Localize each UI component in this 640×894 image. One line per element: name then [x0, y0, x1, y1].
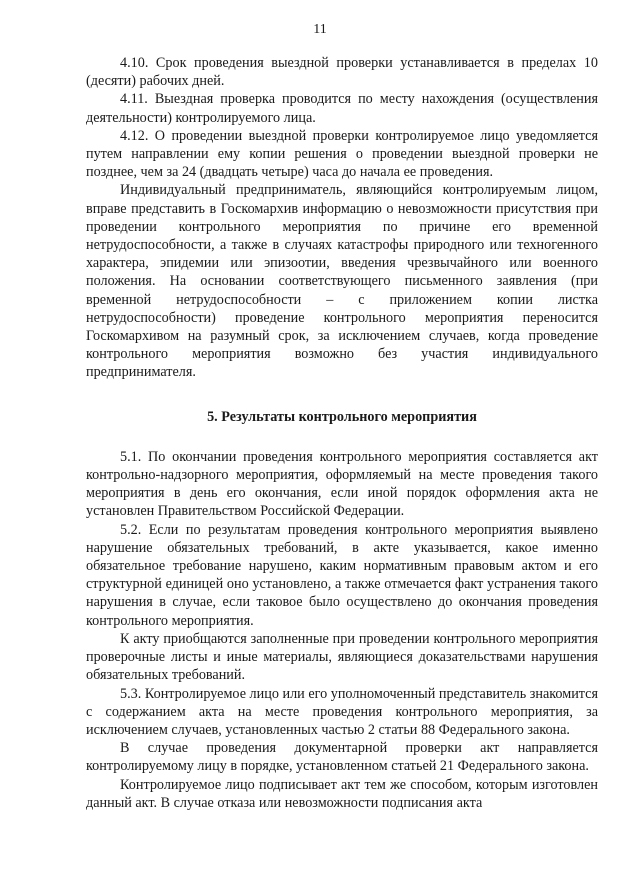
paragraph-5-2: 5.2. Если по результатам проведения контрольного мероприятия выявлено нарушение обязательных требований, в акте указывается, какое именно обязательное требование нарушено, каким нормативным правовым актом и его структурной единицей оно установлено, а также отмечается факт устранения такого нарушения в случае, если таковое было осуществлено до окончания проведения контрольного мероприятия. — [86, 521, 598, 629]
paragraph-5-1: 5.1. По окончании проведения контрольного мероприятия составляется акт контрольно-надзорного мероприятия, оформляемый на месте проведения такого мероприятия в день его окончания, если иной порядок оформления акта не установлен Правительством Российской Федерации. — [86, 448, 598, 520]
section-heading: 5. Результаты контрольного мероприятия — [207, 408, 477, 425]
paragraph-attachments: К акту приобщаются заполненные при проведении контрольного мероприятия проверочные листы и иные материалы, являющиеся доказательствами нарушения обязательных требований. — [86, 630, 598, 684]
page-number: 11 — [313, 22, 327, 37]
document-body — [86, 54, 598, 812]
paragraph-4-12: 4.12. О проведении выездной проверки контролируемое лицо уведомляется путем направлении ему копии решения о проведении выездной проверки не позднее, чем за 24 (двадцать четыре) часа до начала ее проведения. — [86, 127, 598, 181]
paragraph-4-10: 4.10. Срок проведения выездной проверки устанавливается в пределах 10 (десяти) рабочих дней. — [86, 55, 598, 90]
paragraph-signing: Контролируемое лицо подписывает акт тем же способом, которым изготовлен данный акт. В случае отказа или невозможности подписания акта — [86, 776, 598, 811]
paragraph-entrepreneur-absence: Индивидуальный предприниматель, являющийся контролируемым лицом, вправе представить в Госкомархив информацию о невозможности присутствия при проведении контрольного мероприятия по причине его временной нетрудоспособности, а также в случаях катастрофы природного или техногенного характера, эпидемии или эпизоотии, введения чрезвычайного или военного положения. На основании соответствующего письменного заявления (при временной нетрудоспособности – с приложением копии листка нетрудоспособности) проведение контрольного мероприятия переносится Госкомархивом на разумный срок, за исключением случаев, когда проведение контрольного мероприятия возможно без участия индивидуального предпринимателя. — [86, 182, 598, 381]
paragraph-4-11: 4.11. Выездная проверка проводится по месту нахождения (осуществления деятельности) контролируемого лица. — [86, 91, 598, 126]
paragraph-documentary-check: В случае проведения документарной проверки акт направляется контролируемому лицу в порядке, установленном статьей 21 Федерального закона. — [86, 740, 598, 775]
paragraph-5-3: 5.3. Контролируемое лицо или его уполномоченный представитель знакомится с содержанием акта на месте проведения контрольного мероприятия, за исключением случаев, установленных частью 2 статьи 88 Федерального закона. — [86, 685, 598, 738]
